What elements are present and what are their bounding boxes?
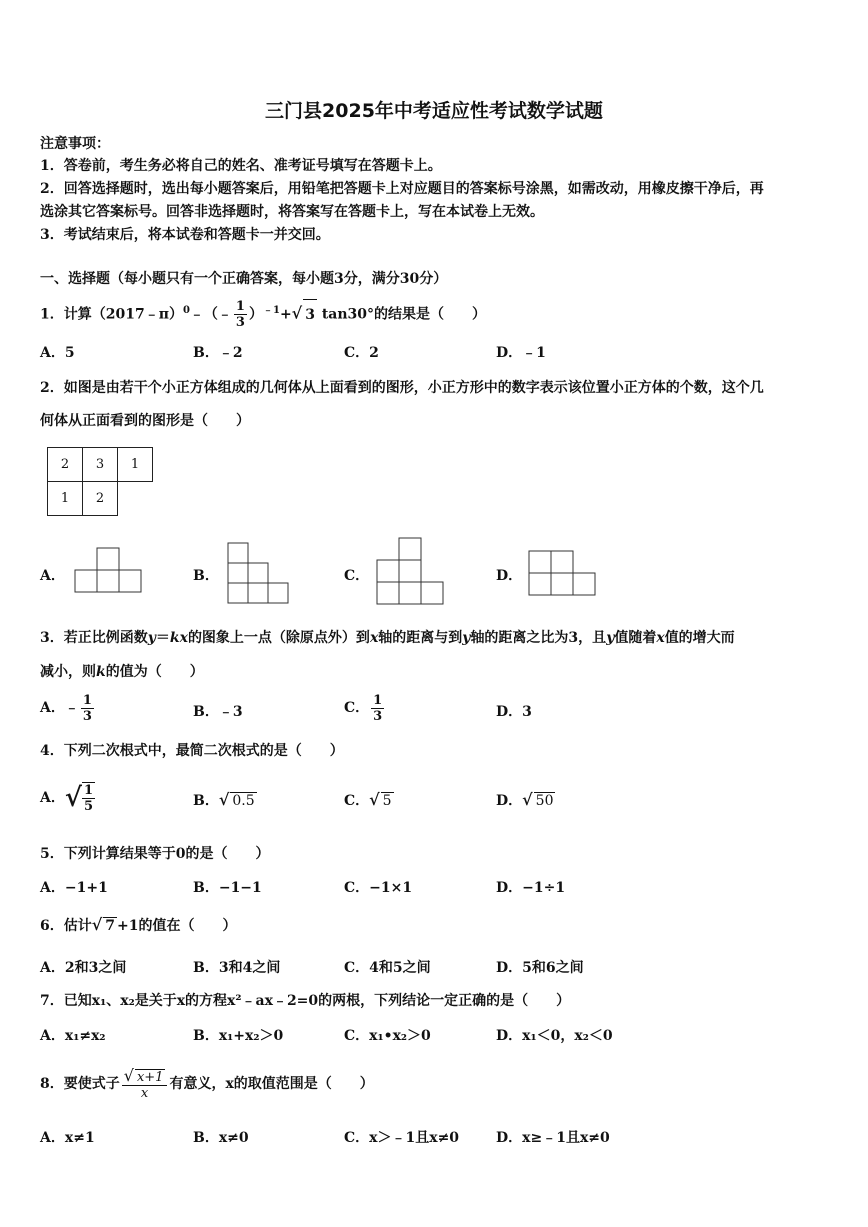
notice-item-2-cont: 选涂其它答案标号。回答非选择题时，将答案写在答题卡上，写在本试卷上无效。 xyxy=(40,204,544,220)
top-view-grid xyxy=(47,447,153,516)
question-6: 6．估计√ 7 +1的值在（ ） xyxy=(40,915,237,934)
notice-heading: 注意事项： xyxy=(40,136,110,152)
question-2-line-1: 2．如图是由若干个小正方体组成的几何体从上面看到的图形，小正方形中的数字表示该位置小正方体的个数，这个几 xyxy=(40,380,764,396)
fraction: $\frac{1}{3}$ xyxy=(235,299,245,331)
grid-cell-empty xyxy=(118,482,153,516)
radical-icon: √ xyxy=(369,790,380,809)
q2-option-c: C． xyxy=(344,568,370,584)
page-title: 三门县2025年中考适应性考试数学试题 xyxy=(265,100,603,122)
q6-option-a: A．2和3之间 xyxy=(40,960,127,976)
question-3-line-2: 减小，则k的值为（ ） xyxy=(40,664,204,680)
q8-option-a: A．x≠1 xyxy=(40,1130,95,1146)
q6-option-c: C．4和5之间 xyxy=(344,960,431,976)
fraction: $\frac{1}{3}$ xyxy=(82,692,92,724)
radical-icon: √ xyxy=(64,783,82,813)
q8-option-b: B．x≠0 xyxy=(193,1130,249,1146)
q4-option-a: A．√ $\frac{1}{5}$ xyxy=(40,783,94,814)
q4-option-b: B．√ 0.5 xyxy=(193,790,255,809)
grid-cell: 2 xyxy=(48,448,83,482)
q3-option-b: B．﹣3 xyxy=(193,704,243,720)
q2-option-b: B． xyxy=(193,568,219,584)
question-4: 4．下列二次根式中，最简二次根式的是（ ） xyxy=(40,743,344,759)
radical-icon: √ xyxy=(91,915,103,934)
grid-cell: 1 xyxy=(48,482,83,516)
notice-item-3: 3．考试结束后，将本试卷和答题卡一并交回。 xyxy=(40,227,330,243)
q3-option-c: C． $\frac{1}{3}$ xyxy=(344,692,383,724)
q1-option-b: B．﹣2 xyxy=(193,345,243,361)
q7-option-c: C．x₁•x₂＞0 xyxy=(344,1028,431,1044)
q3-option-a: A．﹣ $\frac{1}{3}$ xyxy=(40,692,92,724)
question-7: 7．已知x₁、x₂是关于x的方程x²﹣ax﹣2=0的两根，下列结论一定正确的是（ ） xyxy=(40,993,571,1009)
q1-option-c: C．2 xyxy=(344,345,379,361)
q8-option-c: C．x＞﹣1且x≠0 xyxy=(344,1130,460,1146)
grid-cell: 2 xyxy=(83,482,118,516)
radical-icon: √ xyxy=(123,1065,134,1085)
q6-option-d: D．5和6之间 xyxy=(496,960,584,976)
question-3-line-1: 3．若正比例函数y＝kx的图象上一点（除原点外）到x轴的距离与到y轴的距离之比为3，且y值随着x值的增大而 xyxy=(40,630,735,646)
fraction: $\frac{√ x+1}{x}$ xyxy=(122,1068,168,1101)
q2-figure-d xyxy=(529,551,599,597)
radical-icon: √ xyxy=(522,790,533,809)
q1-option-d: D．﹣1 xyxy=(496,345,546,361)
q6-option-b: B．3和4之间 xyxy=(193,960,281,976)
q5-option-d: D．−1÷1 xyxy=(496,880,566,896)
q5-option-b: B．−1−1 xyxy=(193,880,262,896)
grid-cell: 1 xyxy=(118,448,153,482)
q5-option-c: C．−1×1 xyxy=(344,880,413,896)
q4-option-c: C．√ 5 xyxy=(344,790,392,809)
q3-option-d: D．3 xyxy=(496,704,532,720)
fraction: $\frac{1}{3}$ xyxy=(373,692,383,724)
notice-item-2: 2．回答选择题时，选出每小题答案后，用铅笔把答题卡上对应题目的答案标号涂黑，如需改动，用橡皮擦干净后，再 xyxy=(40,181,764,197)
question-5: 5．下列计算结果等于0的是（ ） xyxy=(40,846,270,862)
q2-figure-c xyxy=(377,538,447,606)
q7-option-d: D．x₁＜0，x₂＜0 xyxy=(496,1028,613,1044)
q2-figure-a xyxy=(75,548,145,596)
q7-option-b: B．x₁+x₂＞0 xyxy=(193,1028,284,1044)
q8-option-d: D．x≥﹣1且x≠0 xyxy=(496,1130,610,1146)
grid-cell: 3 xyxy=(83,448,118,482)
q2-option-a: A． xyxy=(40,568,65,584)
section-heading: 一、选择题（每小题只有一个正确答案，每小题3分，满分30分） xyxy=(40,271,448,287)
question-8: 8．要使式子 $\frac{√ x+1}{x}$ 有意义，x的取值范围是（ ） xyxy=(40,1065,374,1101)
fraction: $\frac{1}{5}$ xyxy=(83,783,94,814)
question-1: 1．计算（2017﹣π）$^0$﹣（﹣ $\frac{1}{3}$ ）$^{﹣1}$+√ 3 tan30°的结果是（ ） xyxy=(40,299,487,331)
question-2-line-2: 何体从正面看到的图形是（ ） xyxy=(40,413,250,429)
notice-item-1: 1．答卷前，考生务必将自己的姓名、准考证号填写在答题卡上。 xyxy=(40,158,442,174)
radical-icon: √ xyxy=(291,303,303,323)
q5-option-a: A．−1+1 xyxy=(40,880,108,896)
q1-option-a: A．5 xyxy=(40,345,75,361)
q2-figure-b xyxy=(228,543,292,605)
q4-option-d: D．√ 50 xyxy=(496,790,554,809)
q2-option-d: D． xyxy=(496,568,523,584)
radical-icon: √ xyxy=(218,790,230,809)
q7-option-a: A．x₁≠x₂ xyxy=(40,1028,106,1044)
